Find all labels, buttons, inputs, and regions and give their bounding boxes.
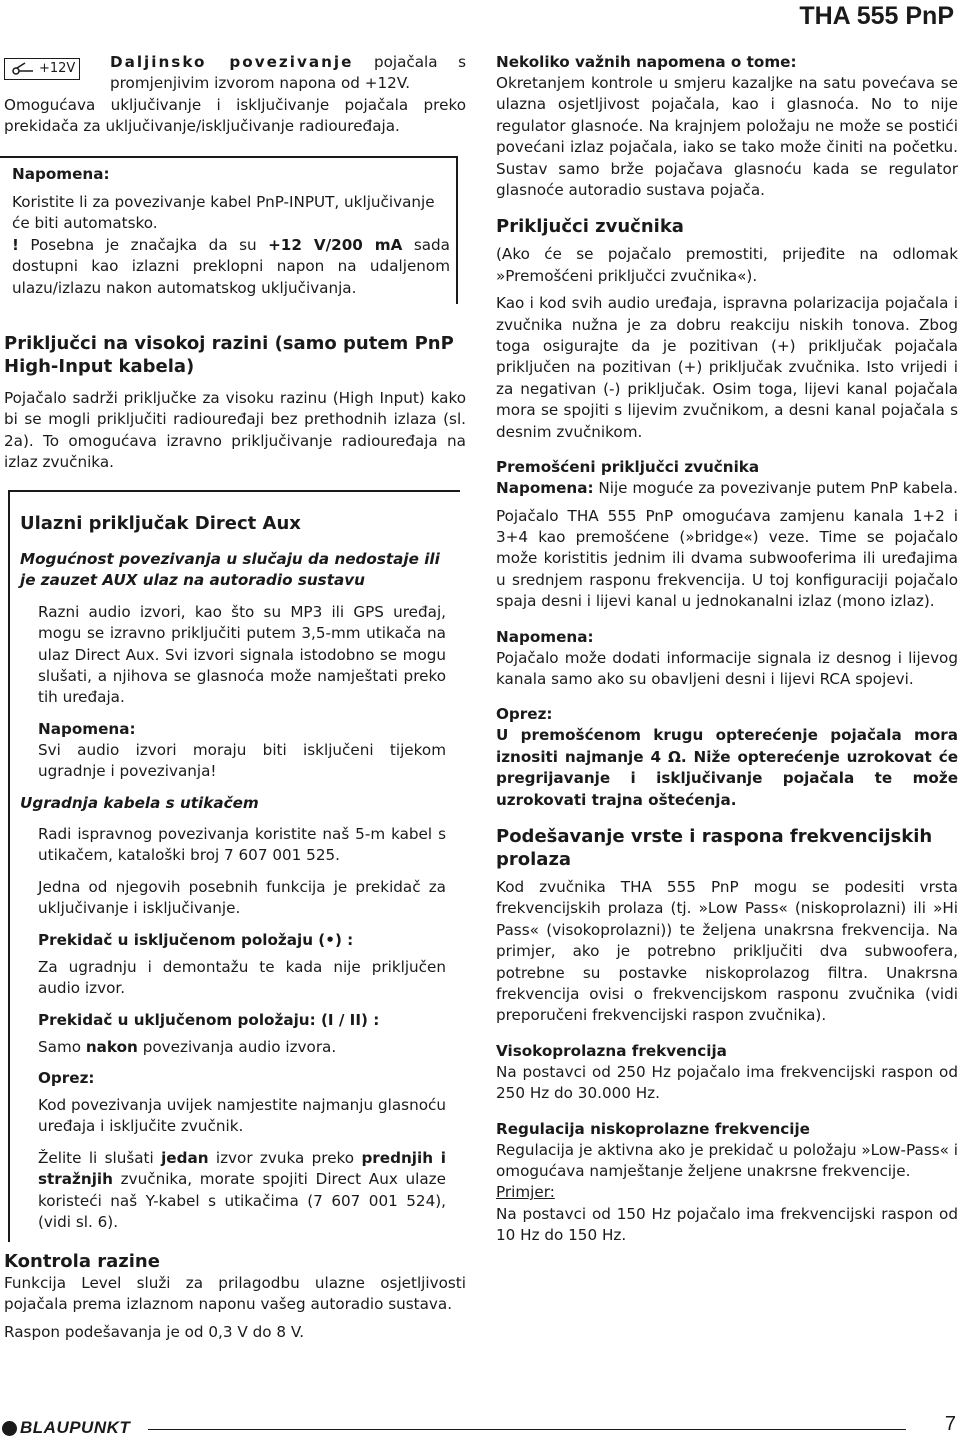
remote-text: pojačala s promjenjivim izvorom napona od +12V. — [110, 53, 466, 93]
example-text: Na postavci od 150 Hz pojačalo ima frekvencijski raspon od 10 Hz do 150 Hz. — [496, 1204, 958, 1245]
aux-last-a: Želite li slušati — [38, 1148, 162, 1167]
aux-note-text: Svi audio izvori moraju biti isključeni tijekom ugradnje i povezivanja! — [38, 740, 446, 781]
level-heading: Kontrola razine — [4, 1251, 160, 1272]
highpass-heading: Visokoprolazna frekvencija — [496, 1041, 727, 1060]
document-title: THA 555 PnP — [799, 2, 954, 30]
install-p2: Jedna od njegovih posebnih funkcija je prekidač za uključivanje i isključivanje. — [38, 877, 446, 918]
remote-intro — [110, 52, 466, 95]
right-caution-heading: Oprez: — [496, 705, 553, 724]
note-box — [0, 156, 458, 304]
aux-caution-heading: Oprez: — [38, 1068, 95, 1087]
notes-text: Okretanjem kontrole u smjeru kazaljke na satu povećava se ulazna osjetljivost pojačala, kao i glasnoća. No to nije regulator glasnoće. Na krajnjem položaju ne može se postići povećani izlaz pojačala, iako se tako može činiti na početku. Sustav samo brže pojačava glasnoću kada se regulator glasnoće autoradio sustava pojača. — [496, 74, 958, 200]
bridge-heading: Premošćeni priključci zvučnika — [496, 458, 760, 477]
aux-last-b: jedan — [161, 1148, 209, 1167]
page-number: 7 — [944, 1413, 956, 1435]
right-caution-text: U premošćenom krugu opterećenje pojačala mora iznositi najmanje 4 Ω. Niže opterećenje uzrokovat će pregrijavanje i isključivanje pojačala te može uzrokovati trajna oštećenja. — [496, 726, 958, 809]
switch-off-heading: Prekidač u isključenom položaju (•) : — [38, 930, 354, 949]
aux-note-heading: Napomena: — [38, 719, 136, 738]
speaker-p2: Kao i kod svih audio uređaja, ispravna polarizacija pojačala i zvučnika nužna je za dobru reakciju niskih tonova. Zbog toga osigurajte da je pozitivan (+) priključak pojačala priključen na pozitivan (+) priključak zvučnika. Isto vrijedi i za negativan (-) priključak. Osim toga, lijevi kanal pojačala mora se spojiti s lijevim zvučnikom, a desni kanal pojačala s desnim zvučnikom. — [496, 294, 958, 441]
note-line-2 — [12, 235, 450, 299]
high-input-heading: Priključci na visokoj razini (samo putem PnP High-Input kabela) — [4, 333, 454, 377]
note2-text: Pojačalo može dodati informacije signala iz desnog i lijevog kanala samo ako su obavljeni desni i lijevi RCA spojevi. — [496, 648, 958, 688]
aux-last-c: izvor zvuka preko — [208, 1148, 362, 1167]
brand-logo — [2, 1418, 130, 1438]
lowpass-text: Regulacija je aktivna ako je prekidač u položaju »Low-Pass« i omogućava namještanje željene unakrsne frekvencije. — [496, 1140, 958, 1181]
switch-on-b: nakon — [85, 1037, 138, 1056]
aux-last-e: zvučnika, morate spojiti Direct Aux ulaze koristeći naš Y-kabel s utikačima (7 607 001 524), (vidi sl. 6). — [38, 1170, 446, 1231]
left-column — [4, 52, 466, 138]
brand-name: BLAUPUNKT — [20, 1418, 131, 1437]
aux-last-paragraph — [38, 1148, 446, 1234]
bridge-note-text: Nije moguće za povezivanje putem PnP kabela. — [593, 479, 958, 498]
level-section — [4, 1250, 466, 1343]
bridge-note-label: Napomena: — [496, 479, 594, 498]
remote-title: Daljinsko povezivanje — [110, 53, 354, 71]
freq-heading: Podešavanje vrste i raspona frekvencijskih prolaza — [496, 825, 933, 870]
switch-off-text: Za ugradnju i demontažu te kada nije priključen audio izvor. — [38, 957, 446, 998]
note-line-2a: Posebna je značajka da su — [18, 235, 269, 254]
aux-heading: Ulazni priključak Direct Aux — [20, 513, 301, 534]
footer-divider — [148, 1429, 906, 1430]
speaker-heading: Priključci zvučnika — [496, 216, 684, 238]
speaker-p1: (Ako će se pojačalo premostiti, prijeđite na odlomak »Premošćeni priključci zvučnika«). — [496, 245, 958, 285]
install-heading: Ugradnja kabela s utikačem — [20, 793, 259, 812]
remote-wire-icon — [11, 62, 35, 76]
right-column — [496, 52, 958, 1247]
note-excl: ! — [12, 235, 19, 254]
install-p1: Radi ispravnog povezivanja koristite naš 5-m kabel s utikačem, kataloški broj 7 607 001 525. — [38, 825, 446, 865]
high-input-section — [4, 332, 466, 474]
note-line-1: Koristite li za povezivanje kabel PnP-INPUT, uključivanje će biti automatsko. — [12, 193, 435, 233]
level-text: Funkcija Level služi za prilagodbu ulazne osjetljivosti pojačala prema izlaznom naponu vašeg autoradio sustava. — [4, 1274, 466, 1314]
bridge-paragraph: Pojačalo THA 555 PnP omogućava zamjenu kanala 1+2 i 3+4 kao premošćene (»bridge«) veze. Time se pojačalo može koristitis jednim ili dvama subwooferima ili uređajima u srednjem rasponu frekvencija. U toj konfiguraciji pojačalo spaja desni i lijevi kanal u jednokanalni izlaz (mono izlaz). — [496, 506, 958, 611]
switch-on-heading: Prekidač u uključenom položaju: (I / II) : — [38, 1010, 380, 1029]
plus12v-label: +12V — [39, 61, 76, 77]
highpass-text: Na postavci od 250 Hz pojačalo ima frekvencijski raspon od 250 Hz do 30.000 Hz. — [496, 1062, 958, 1103]
direct-aux-box — [8, 490, 460, 1242]
note-line-2c: sada dostupni kao izlazni preklopni napon na udaljenom ulazu/izlazu nakon automatskog uključivanja. — [12, 235, 450, 297]
note2-heading: Napomena: — [496, 627, 594, 646]
freq-text: Kod zvučnika THA 555 PnP mogu se podesiti vrsta frekvencijskih prolaza (tj. »Low Pass« (niskoprolazni) ili »Hi Pass« (visokoprolazni)) te željena unakrsna frekvencija. Na primjer, ako je potrebno priključiti dva subwoofera, potrebne su postavke niskoprolazog filtra. Unakrsna frekvencija ovisi o frekvencijskom rasponu zvučnika (vidi preporučeni frekvencijski raspon zvučnika). — [496, 877, 958, 1025]
switch-on-c: povezivanja audio izvora. — [137, 1037, 337, 1056]
note-line-2b: +12 V/200 mA — [268, 235, 403, 254]
aux-subheading: Mogućnost povezivanja u slučaju da nedostaje ili je zauzet AUX ulaz na autoradio sustavu — [20, 550, 440, 590]
example-label: Primjer: — [496, 1183, 555, 1202]
aux-last-d: prednjih i stražnjih — [38, 1148, 447, 1189]
high-input-text: Pojačalo sadrži priključke za visoku razinu (High Input) kako bi se mogli priključiti radiouređaji bez prethodnih izlaza (sl. 2a). To omogućava izravno priključivanje radiouređaja na izlaz zvučnika. — [4, 389, 466, 472]
lowpass-heading: Regulacija niskoprolazne frekvencije — [496, 1119, 810, 1138]
aux-caution-text: Kod povezivanja uvijek namjestite najmanju glasnoću uređaja i isključite zvučnik. — [38, 1095, 446, 1136]
aux-paragraph-1: Razni audio izvori, kao što su MP3 ili GPS uređaj, mogu se izravno priključiti putem 3,5-mm utikača na ulaz Direct Aux. Svi izvori signala istodobno se mogu slušati, a njihova se glasnoća može namještati preko tih uređaja. — [38, 602, 446, 707]
remote-text-2: Omogućava uključivanje i isključivanje pojačala preko prekidača za uključivanje/isključivanje radiouređaja. — [4, 95, 466, 136]
switch-on-a: Samo — [38, 1037, 86, 1056]
plus12v-tag — [4, 58, 80, 80]
note-heading: Napomena: — [12, 165, 110, 183]
bridge-note — [496, 478, 958, 499]
brand-dot-icon — [2, 1421, 17, 1436]
notes-heading: Nekoliko važnih napomena o tome: — [496, 53, 797, 71]
switch-on-text — [38, 1037, 446, 1058]
level-range: Raspon podešavanja je od 0,3 V do 8 V. — [4, 1322, 305, 1341]
